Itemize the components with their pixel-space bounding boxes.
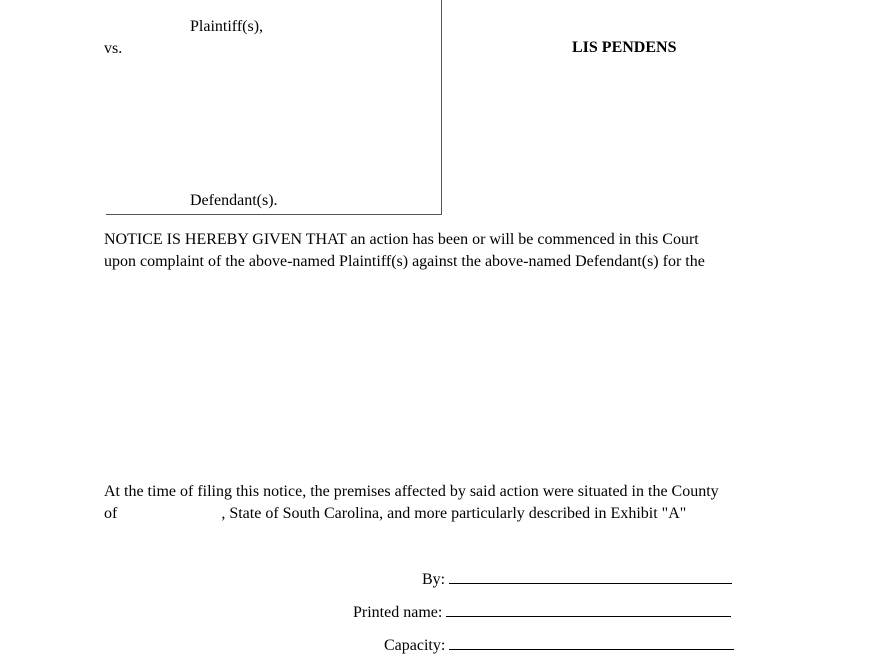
plaintiff-label: Plaintiff(s),: [190, 18, 264, 35]
premises-line-2: [104, 503, 686, 525]
document-title: LIS PENDENS: [572, 39, 677, 56]
capacity-line: [449, 634, 734, 650]
premises-line-1: At the time of filing this notice, the premises affected by said action were situated in the County: [104, 483, 719, 500]
by-signature-line: [449, 568, 732, 584]
capacity-label: Capacity:: [384, 637, 446, 654]
notice-line-1: NOTICE IS HEREBY GIVEN THAT an action has been or will be commenced in this Court: [104, 231, 699, 248]
caption-horizontal-rule: [106, 214, 442, 215]
signature-by-row: [422, 568, 732, 591]
versus-label: vs.: [104, 40, 123, 57]
county-suffix: , State of South Carolina, and more particularly described in Exhibit "A": [221, 505, 687, 522]
capacity-row: [384, 634, 734, 657]
county-prefix: of: [104, 505, 118, 522]
notice-line-2: upon complaint of the above-named Plaintiff(s) against the above-named Defendant(s) for the: [104, 253, 705, 270]
printed-name-label: Printed name:: [353, 604, 443, 621]
caption-vertical-rule: [441, 0, 442, 214]
defendant-label: Defendant(s).: [190, 192, 278, 209]
printed-name-line: [446, 601, 731, 617]
printed-name-row: [353, 601, 731, 624]
by-label: By:: [422, 571, 446, 588]
